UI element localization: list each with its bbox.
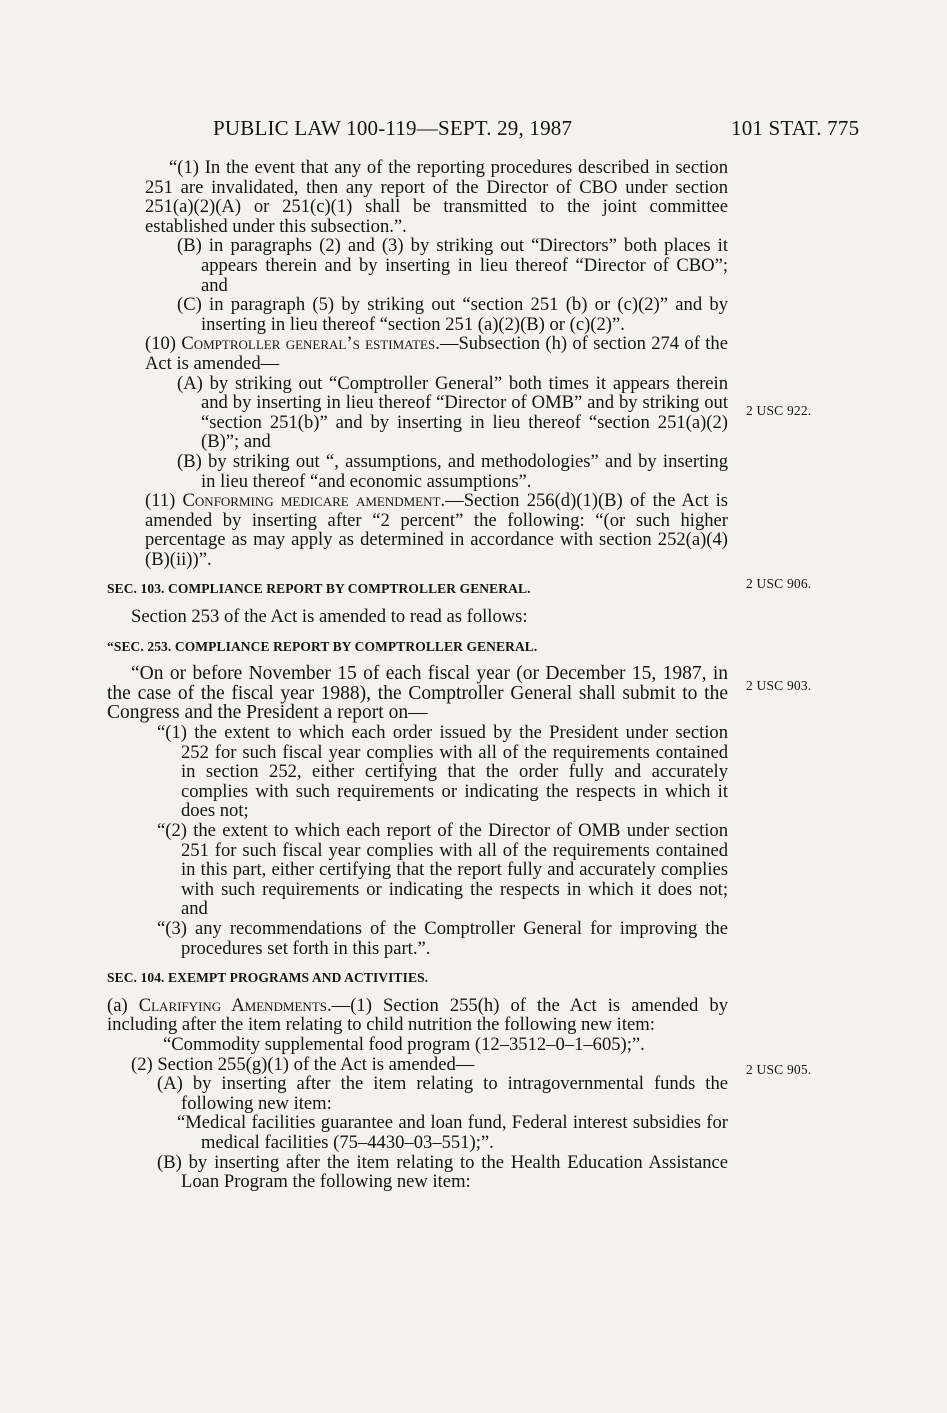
paragraph-number: (10): [145, 333, 182, 355]
paragraph: “(3) any recommendations of the Comptroller General for improving the procedures set forth in this part.”.: [157, 917, 728, 959]
paragraph: [107, 334, 728, 373]
paragraph: “(1) the extent to which each order issued by the President under section 252 for such fiscal year complies with all of the requirements contained in section 252, either certifying that the order fully and accurately complies with such requirements or indicating the respects in which it does not;: [157, 722, 728, 822]
paragraph-heading: Clarifying Amendments.: [138, 994, 332, 1016]
margin-note: 2 USC 906.: [746, 576, 812, 591]
paragraph: [107, 996, 728, 1035]
paragraph: (B) by striking out “, assumptions, and methodologies” and by inserting in lieu thereof “and economic assumptions”.: [177, 450, 728, 492]
page-header-stat: 101 STAT. 775: [731, 116, 860, 140]
margin-note: 2 USC 905.: [746, 1062, 812, 1077]
paragraph: “(2) the extent to which each report of the Director of OMB under section 251 for such fiscal year complies with all of the requirements contained in this part, either certifying that the report fully and accurately complies with such requirements or indicating the respects in which it does not; and: [157, 820, 728, 920]
margin-note: 2 USC 922.: [746, 403, 812, 418]
paragraph: (A) by striking out “Comptroller General” both times it appears therein and by inserting in lieu thereof “Director of OMB” and by striking out “section 251(b)” and by inserting in lieu thereof “section 251(a)(2)(B)”; and: [177, 372, 728, 453]
paragraph: (2) Section 255(g)(1) of the Act is amended—: [131, 1053, 475, 1075]
paragraph: (B) by inserting after the item relating to the Health Education Assistance Loan Program the following new item:: [157, 1151, 728, 1193]
paragraph-heading: Comptroller general’s estimates.: [181, 333, 440, 355]
paragraph: “Commodity supplemental food program (12–3512–0–1–605);”.: [163, 1033, 645, 1055]
paragraph: “(1) In the event that any of the reporting procedures described in section 251 are invalidated, then any report of the Director of CBO under section 251(a)(2)(A) or 251(c)(1) shall be transmitted to the joint committee established under this subsection.”.: [145, 157, 728, 237]
paragraph: (A) by inserting after the item relating to intragovernmental funds the following new item:: [157, 1073, 728, 1114]
paragraph-text: —Subsection (h) of section 274 of the Act is amended—: [145, 333, 728, 374]
section-heading: SEC. 103. COMPLIANCE REPORT BY COMPTROLLER GENERAL.: [107, 581, 531, 597]
paragraph: (C) in paragraph (5) by striking out “section 251 (b) or (c)(2)” and by inserting in lieu thereof “section 251 (a)(2)(B) or (c)(2)”.: [177, 294, 728, 335]
paragraph-text: —Section 256(d)(1)(B) of the Act is amended by inserting after “2 percent” the following: “(or such higher percentage as may apply as determined in accordance with section 252(a)(4)(B)(ii))”.: [145, 490, 729, 570]
paragraph: “On or before November 15 of each fiscal year (or December 15, 1987, in the case of the fiscal year 1988), the Comptroller General shall submit to the Congress and the President a report on—: [107, 663, 728, 724]
paragraph: Section 253 of the Act is amended to read as follows:: [131, 606, 528, 628]
section-heading: SEC. 104. EXEMPT PROGRAMS AND ACTIVITIES.: [107, 970, 429, 986]
paragraph-heading: Conforming medicare amendment.: [182, 490, 446, 512]
body-text: [107, 158, 728, 1192]
paragraph-number: (a): [107, 994, 139, 1016]
margin-note: 2 USC 903.: [746, 678, 812, 693]
paragraph-text: —(1) Section 255(h) of the Act is amended by including after the item relating to child nutrition the following new item:: [107, 994, 728, 1036]
page-header-title: PUBLIC LAW 100-119—SEPT. 29, 1987: [213, 116, 573, 140]
paragraph: [107, 491, 728, 569]
paragraph: (B) in paragraphs (2) and (3) by striking out “Directors” both places it appears therein and by inserting in lieu thereof “Director of CBO”; and: [177, 235, 728, 296]
paragraph: “Medical facilities guarantee and loan fund, Federal interest subsidies for medical facilities (75–4430–03–551);”.: [177, 1112, 728, 1153]
paragraph-number: (11): [145, 490, 183, 512]
section-heading: “SEC. 253. COMPLIANCE REPORT BY COMPTROLLER GENERAL.: [107, 638, 538, 654]
